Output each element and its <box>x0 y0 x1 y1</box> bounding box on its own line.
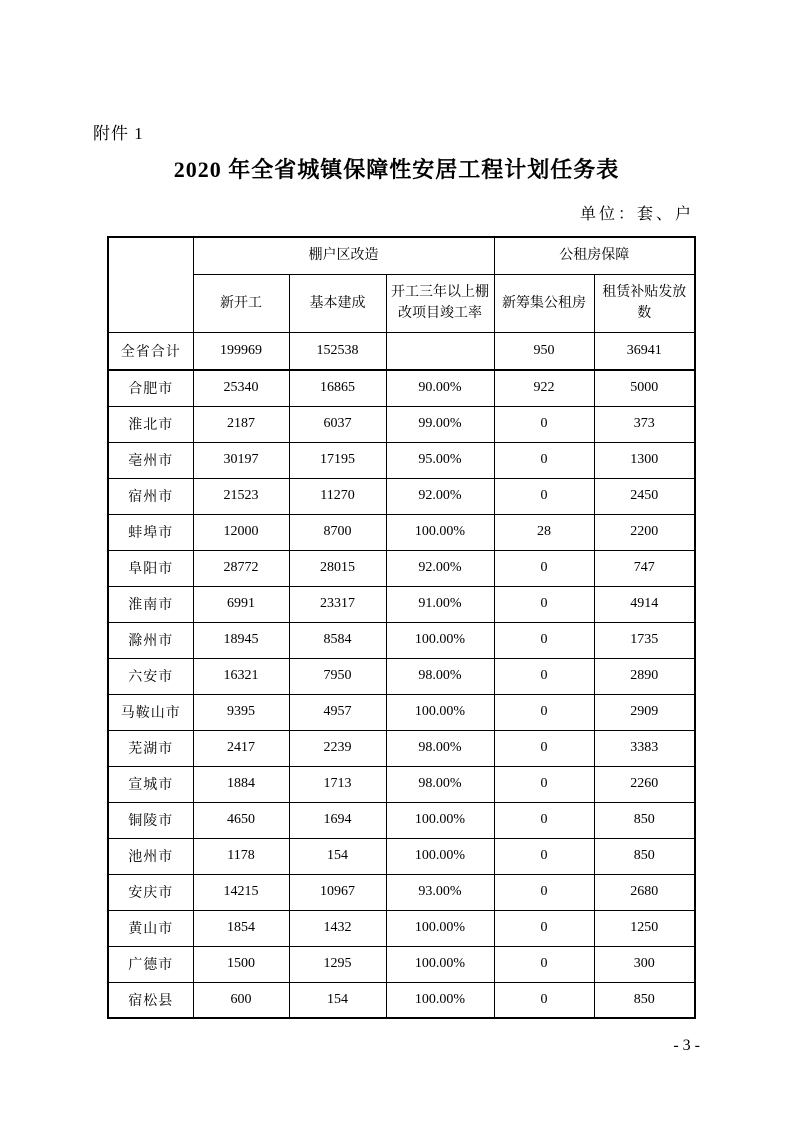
value-cell: 25340 <box>193 370 289 406</box>
city-name-cell: 阜阳市 <box>108 550 193 586</box>
city-name-cell: 宿州市 <box>108 478 193 514</box>
group-header-shantytown: 棚户区改造 <box>193 237 494 274</box>
value-cell: 18945 <box>193 622 289 658</box>
value-cell: 100.00% <box>386 622 494 658</box>
value-cell: 0 <box>494 622 594 658</box>
value-cell: 2187 <box>193 406 289 442</box>
page-title: 2020 年全省城镇保障性安居工程计划任务表 <box>173 157 620 182</box>
value-cell: 1432 <box>289 910 386 946</box>
group-header-public-rental: 公租房保障 <box>494 237 695 274</box>
city-name-cell: 亳州市 <box>108 442 193 478</box>
city-name-cell: 淮北市 <box>108 406 193 442</box>
value-cell: 0 <box>494 478 594 514</box>
value-cell: 95.00% <box>386 442 494 478</box>
value-cell: 154 <box>289 838 386 874</box>
table-row <box>108 586 695 622</box>
value-cell: 90.00% <box>386 370 494 406</box>
table-row <box>108 622 695 658</box>
city-name-cell: 池州市 <box>108 838 193 874</box>
value-cell: 6991 <box>193 586 289 622</box>
city-name-cell: 合肥市 <box>108 370 193 406</box>
value-cell: 2890 <box>594 658 695 694</box>
value-cell: 0 <box>494 910 594 946</box>
city-name-cell: 六安市 <box>108 658 193 694</box>
value-cell: 922 <box>494 370 594 406</box>
value-cell: 850 <box>594 982 695 1018</box>
value-cell: 91.00% <box>386 586 494 622</box>
table-row <box>108 874 695 910</box>
value-cell: 850 <box>594 838 695 874</box>
value-cell: 28 <box>494 514 594 550</box>
value-cell: 2239 <box>289 730 386 766</box>
value-cell: 23317 <box>289 586 386 622</box>
value-cell: 950 <box>494 332 594 370</box>
city-name-cell: 淮南市 <box>108 586 193 622</box>
value-cell: 8700 <box>289 514 386 550</box>
unit-note: 单位：套、户 <box>579 206 694 223</box>
value-cell: 1735 <box>594 622 695 658</box>
value-cell: 100.00% <box>386 838 494 874</box>
table-row <box>108 478 695 514</box>
group-header-row <box>108 237 695 274</box>
value-cell: 17195 <box>289 442 386 478</box>
value-cell: 0 <box>494 658 594 694</box>
value-cell: 1178 <box>193 838 289 874</box>
table-row <box>108 730 695 766</box>
value-cell: 373 <box>594 406 695 442</box>
table-row <box>108 910 695 946</box>
table-row <box>108 658 695 694</box>
value-cell: 850 <box>594 802 695 838</box>
value-cell: 92.00% <box>386 478 494 514</box>
value-cell: 1300 <box>594 442 695 478</box>
value-cell: 747 <box>594 550 695 586</box>
city-name-cell: 黄山市 <box>108 910 193 946</box>
value-cell: 11270 <box>289 478 386 514</box>
value-cell: 2450 <box>594 478 695 514</box>
table-header <box>108 237 695 332</box>
value-cell: 100.00% <box>386 982 494 1018</box>
value-cell: 14215 <box>193 874 289 910</box>
value-cell: 28772 <box>193 550 289 586</box>
column-header-new-public-rental: 新筹集公租房 <box>494 274 594 332</box>
table-row <box>108 982 695 1018</box>
value-cell: 100.00% <box>386 910 494 946</box>
value-cell: 1854 <box>193 910 289 946</box>
value-cell: 0 <box>494 946 594 982</box>
value-cell: 0 <box>494 406 594 442</box>
value-cell: 0 <box>494 838 594 874</box>
value-cell: 100.00% <box>386 946 494 982</box>
value-cell: 16865 <box>289 370 386 406</box>
value-cell: 0 <box>494 442 594 478</box>
value-cell: 1250 <box>594 910 695 946</box>
total-row-label: 全省合计 <box>108 332 193 370</box>
value-cell: 99.00% <box>386 406 494 442</box>
value-cell: 0 <box>494 802 594 838</box>
task-table <box>107 236 696 1019</box>
table-row <box>108 802 695 838</box>
value-cell: 5000 <box>594 370 695 406</box>
value-cell: 0 <box>494 550 594 586</box>
value-cell: 28015 <box>289 550 386 586</box>
city-name-cell: 宣城市 <box>108 766 193 802</box>
value-cell: 6037 <box>289 406 386 442</box>
value-cell: 600 <box>193 982 289 1018</box>
value-cell: 199969 <box>193 332 289 370</box>
column-header-new-starts: 新开工 <box>193 274 289 332</box>
column-header-rental-subsidies: 租赁补贴发放数 <box>594 274 695 332</box>
value-cell: 3383 <box>594 730 695 766</box>
value-cell: 2200 <box>594 514 695 550</box>
value-cell: 0 <box>494 730 594 766</box>
value-cell: 93.00% <box>386 874 494 910</box>
column-header-basically-completed: 基本建成 <box>289 274 386 332</box>
corner-cell <box>108 237 193 332</box>
value-cell: 9395 <box>193 694 289 730</box>
table-body <box>108 332 695 1018</box>
value-cell: 100.00% <box>386 802 494 838</box>
value-cell: 0 <box>494 874 594 910</box>
value-cell: 2417 <box>193 730 289 766</box>
value-cell: 1884 <box>193 766 289 802</box>
value-cell: 100.00% <box>386 514 494 550</box>
attachment-label: 附件 1 <box>93 124 144 143</box>
city-name-cell: 蚌埠市 <box>108 514 193 550</box>
value-cell: 0 <box>494 694 594 730</box>
value-cell: 21523 <box>193 478 289 514</box>
value-cell: 1713 <box>289 766 386 802</box>
city-name-cell: 宿松县 <box>108 982 193 1018</box>
value-cell: 98.00% <box>386 766 494 802</box>
table-row <box>108 766 695 802</box>
table-row <box>108 442 695 478</box>
value-cell: 1295 <box>289 946 386 982</box>
value-cell: 98.00% <box>386 730 494 766</box>
table-row <box>108 550 695 586</box>
value-cell: 8584 <box>289 622 386 658</box>
value-cell: 4914 <box>594 586 695 622</box>
city-name-cell: 铜陵市 <box>108 802 193 838</box>
table-row <box>108 838 695 874</box>
value-cell: 100.00% <box>386 694 494 730</box>
table-row <box>108 946 695 982</box>
value-cell: 1500 <box>193 946 289 982</box>
value-cell: 4650 <box>193 802 289 838</box>
sub-header-row <box>108 274 695 332</box>
value-cell: 2260 <box>594 766 695 802</box>
value-cell: 0 <box>494 586 594 622</box>
value-cell: 1694 <box>289 802 386 838</box>
city-name-cell: 广德市 <box>108 946 193 982</box>
city-name-cell: 芜湖市 <box>108 730 193 766</box>
value-cell: 0 <box>494 982 594 1018</box>
value-cell: 36941 <box>594 332 695 370</box>
value-cell: 10967 <box>289 874 386 910</box>
value-cell: 92.00% <box>386 550 494 586</box>
city-name-cell: 安庆市 <box>108 874 193 910</box>
page-number: - 3 - <box>673 1037 700 1054</box>
value-cell: 7950 <box>289 658 386 694</box>
value-cell: 12000 <box>193 514 289 550</box>
table-row <box>108 694 695 730</box>
value-cell <box>386 332 494 370</box>
city-name-cell: 滁州市 <box>108 622 193 658</box>
province-total-row <box>108 332 695 370</box>
value-cell: 2909 <box>594 694 695 730</box>
value-cell: 154 <box>289 982 386 1018</box>
table-row <box>108 406 695 442</box>
table-row <box>108 370 695 406</box>
value-cell: 2680 <box>594 874 695 910</box>
value-cell: 16321 <box>193 658 289 694</box>
value-cell: 4957 <box>289 694 386 730</box>
value-cell: 300 <box>594 946 695 982</box>
value-cell: 0 <box>494 766 594 802</box>
column-header-completion-rate: 开工三年以上棚改项目竣工率 <box>386 274 494 332</box>
table-row <box>108 514 695 550</box>
value-cell: 152538 <box>289 332 386 370</box>
city-name-cell: 马鞍山市 <box>108 694 193 730</box>
value-cell: 98.00% <box>386 658 494 694</box>
value-cell: 30197 <box>193 442 289 478</box>
